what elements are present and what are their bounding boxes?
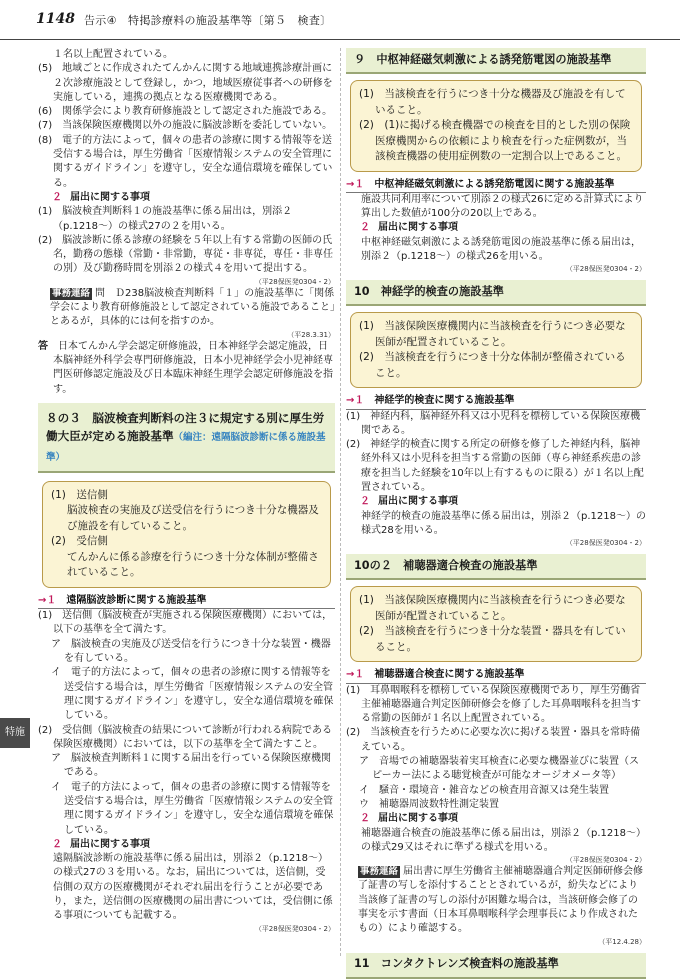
column-divider [340,48,341,956]
filing-text: 補聴器適合検査の施設基準に係る届出は，別添２（p.1218〜）の様式29又はそれに準ずる様式を用いる。 [361,827,646,853]
subsection-heading: ２ 届出に関する事項 [52,191,150,203]
box-item: (1) 当該保険医療機関内に当該検査を行うにつき必要な医師が配置されていること。 [359,594,626,622]
notification-heading: →１ 中枢神経磁気刺激による誘発筋電図に関する施設基準 [346,178,646,193]
running-title: 告示④ 特掲診療料の施設基準等〔第５ 検査〕 [84,14,332,27]
list-item: (8) 電子的方法によって，個々の患者の診療に関する情報等を送受信する場合は，厚生労働省「医療情報システムの安全管理に関するガイドライン」を遵守し，安全な通信環境を確保している。 [38,134,333,189]
citation: （平28保医発0304・2） [565,856,646,865]
list-item: (2) 当該検査を行うために必要な次に掲げる装置・器具を常時備えている。 [346,727,641,753]
right-column [346,48,646,971]
page-number: 1148 [36,11,75,27]
section-heading-11: 11 コンタクトレンズ検査料の施設基準 [346,953,646,979]
filing-text: 中枢神経磁気刺激による誘発筋電図の施設基準に係る届出は，別添２（p.1218〜）の様式26を用いる。 [361,236,641,262]
criteria-text: 施設共同利用率について別添２の様式26に定める計算式により算出した数値が100分の20以上である。 [361,193,644,220]
list-item: ア 音場での補聴器装着実耳検査に必要な機器並びに装置（スピーカー法による聴覚検査が可能なオージオメータ等） [359,756,639,782]
left-column [38,48,335,956]
list-item: (1) 脳波検査判断料１の施設基準に係る届出は，別添２（p.1218〜）の様式27の２を用いる。 [38,206,293,232]
section-heading-10-2: 10の２ 補聴器適合検査の施設基準 [346,554,646,580]
list-item: ア 脳波検査判断料１に関する届出を行っている保険医療機関である。 [51,753,331,779]
notification-items [38,205,335,276]
subsection-heading: ２ 届出に関する事項 [52,838,150,850]
citation: （平12.4.28） [598,937,646,946]
box-item: (2) 当該検査を行うにつき十分な体制が整備されていること。 [359,351,626,379]
left-top-items [38,48,335,191]
list-item: (7) 当該保険医療機関以外の施設に脳波診断を委託していない。 [38,120,333,132]
citation: （平28保医発0304・2） [254,924,335,933]
subsection-heading: ２ 届出に関する事項 [360,813,458,825]
citation: （平28.3.31） [287,330,335,339]
neurology-criteria [346,410,646,496]
citation: （平28保医発0304・2） [254,277,335,286]
citation: （平28保医発0304・2） [565,265,646,274]
standard-box [42,481,331,588]
box-item: (2) 当該検査を行うにつき十分な装置・器具を有していること。 [359,625,626,653]
admin-notice-tag: 事務連絡 [360,866,399,878]
box-item: 脳波検査の実施及び送受信を行うにつき十分な機器及び施設を有していること。 [67,504,319,532]
filing-text: 神経学的検査の施設基準に係る届出は，別添２（p.1218〜）の様式28を用いる。 [361,510,646,536]
page-header [0,0,680,40]
box-item: (2) 受信側 [51,535,108,548]
hearing-aid-criteria [346,684,646,813]
list-item: (1) 耳鼻咽喉科を標榜している保険医療機関であり，厚生労働省主催補聴器適合判定医師研修会を修了した耳鼻咽喉科を担当する常勤の医師が１名以上配置されている。 [346,684,641,725]
list-item: (6) 関係学会により教育研修施設として認定された施設である。 [38,106,333,118]
admin-notice: 事務連絡 問 Ｄ238脳波検査判断料「１」の施設基準に「関係学会により教育研修施設として認定されている施設であること」とあるが，具体的には何を指すのか。 [50,287,335,328]
list-item: １名以上配置されている。 [53,49,173,60]
list-item: イ 電子的方法によって，個々の患者の診療に関する情報等を送受信する場合は，厚生労働省「医療情報システムの安全管理に関するガイドライン」を遵守し，安全な通信環境を確保している。 [51,667,334,722]
box-item: (1) 当該保険医療機関内に当該検査を行うにつき必要な医師が配置されていること。 [359,320,626,348]
filing-text: 遠隔脳波診断の施設基準に係る届出は，別添２（p.1218〜）の様式27の３を用いる。なお，届出については，送信側，受信側の双方の医療機関がそれぞれ届出を行うことが必要であり，また，送信側の医療機関の届出書については，受信側に係る事項についても記載する。 [53,853,333,922]
list-item: (1) 送信側（脳波検査が実施される保険医療機関）においては，以下の基準を全て満たす。 [38,610,333,636]
list-item: (2) 受信側（脳波検査の結果について診断が行われる病院である保険医療機関）においては，以下の基準を全て満たすこと。 [38,724,332,750]
citation: （平28保医発0304・2） [565,539,646,548]
list-item: (5) 地域ごとに作成されたてんかんに関する地域連携診療計画に２次診療施設として登録し，かつ，地域医療従事者への研修を実施している，連携の拠点となる医療機関である。 [38,63,333,103]
list-item: イ 騒音・環境音・雑音などの検査用音源又は発生装置 [359,784,609,796]
section-heading-8-3: ８の３ 脳波検査判断料の注３に規定する別に厚生労働大臣が定める施設基準（編注：遠隔脳波診断に係る施設基準） [38,403,335,473]
section-heading-9: ９ 中枢神経磁気刺激による誘発筋電図の施設基準 [346,48,646,74]
list-item: (2) 神経学的検査に関する所定の研修を修了した神経内科，脳神経外科又は小児科を担当する常勤の医師（専ら神経系疾患の診療を担当した経験を10年以上有するものに限る）が１名以上配置されている。 [346,439,644,494]
notification-heading: →１ 遠隔脳波診断に関する施設基準 [38,594,335,609]
subsection-heading: ２ 届出に関する事項 [360,222,458,234]
box-item: (2) (1)に掲げる検査機器での検査を目的とした別の保険医療機関からの依頼により検査を行った症例数が，当該検査機器の使用症例数の一定割合以上であること。 [359,119,631,162]
answer: 答 日本てんかん学会認定研修施設，日本神経学会認定施設，日本脳神経外科学会専門研修施設，日本小児神経学会小児神経専門医研修認定施設及び日本臨床神経生理学会認定研修施設を指す。 [38,340,333,395]
box-item: (1) 当該検査を行うにつき十分な機器及び施設を有していること。 [359,88,626,116]
list-item: ア 脳波検査の実施及び送受信を行うにつき十分な装置・機器を有している。 [51,638,331,665]
box-item: てんかんに係る診療を行うにつき十分な体制が整備されていること。 [67,550,319,579]
notification-heading: →１ 補聴器適合検査に関する施設基準 [346,668,646,683]
list-item: (1) 神経内科，脳神経外科又は小児科を標榜している保険医療機関である。 [346,410,641,436]
list-item: (2) 脳波診断に係る診療の経験を５年以上有する常勤の医師の氏名，勤務の態様（常勤・非常勤，専従・非専従，専任・非専任の別）及び勤務時間を別添２の様式４を用いて提出する。 [38,234,333,275]
standard-box [350,80,642,172]
admin-notice-tag: 事務連絡 [52,287,91,299]
box-item: (1) 送信側 [51,488,108,501]
list-item: ウ 補聴器周波数特性測定装置 [359,798,499,810]
standard-box [350,312,642,388]
section-heading-10: 10 神経学的検査の施設基準 [346,280,646,306]
admin-notice: 事務連絡 届出書に厚生労働省主催補聴器適合判定医師研修会修了証書の写しを添付することとされているが，紛失などにより当該修了証書の写しの添付が困難な場合は，当該研修会修了の事実を示す書面（日本耳鼻咽喉科学会理事長により作成されたもの）により確認する。 [358,866,644,935]
subsection-heading: ２ 届出に関する事項 [360,496,458,508]
remote-eeg-criteria [38,609,335,838]
notification-heading: →１ 神経学的検査に関する施設基準 [346,394,646,409]
standard-box [350,586,642,662]
list-item: イ 電子的方法によって，個々の患者の診療に関する情報等を送受信する場合は，厚生労働省「医療情報システムの安全管理に関するガイドライン」を遵守し，安全な通信環境を確保している。 [51,781,334,836]
side-tab[interactable]: 特施 [0,718,30,748]
